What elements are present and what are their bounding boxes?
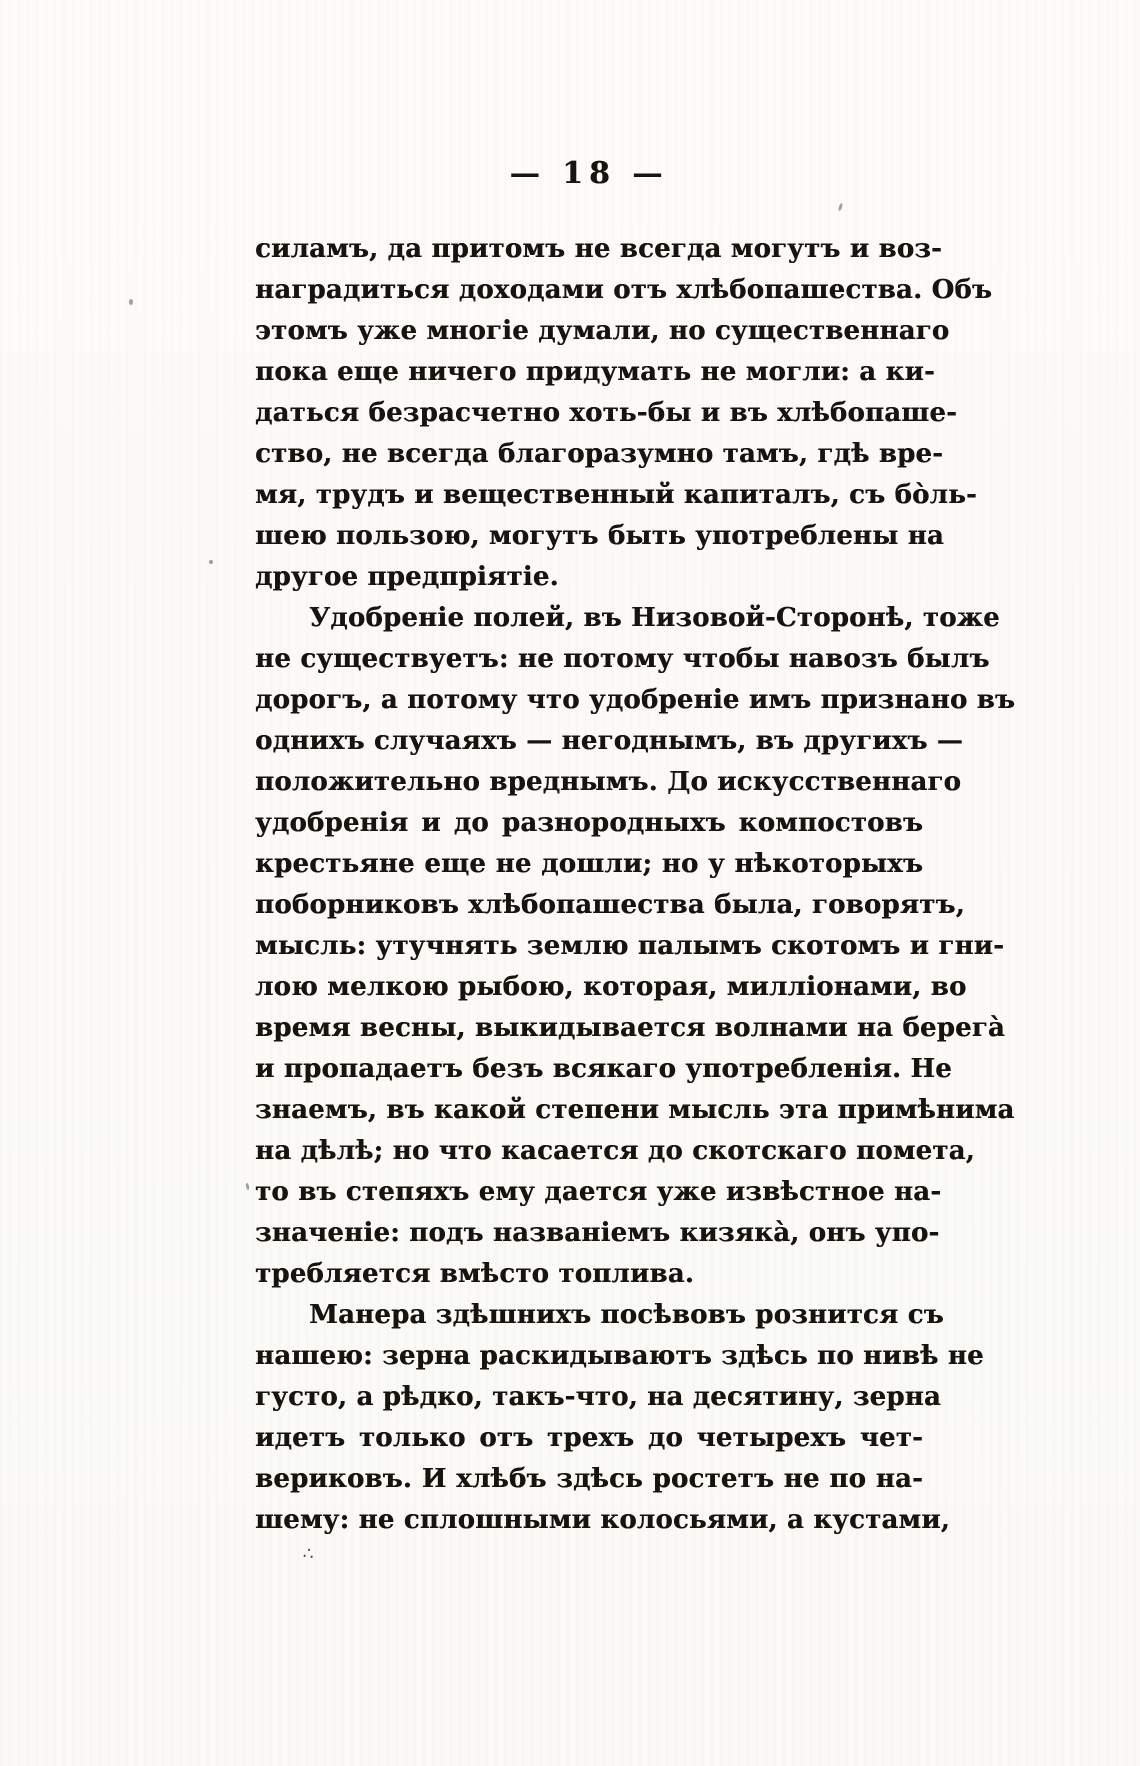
text-line: поборниковъ хлѣбопашества была, говорятъ, <box>255 890 965 920</box>
text-line: шему: не сплошными колосьями, а кустами, <box>255 1505 950 1535</box>
text-line: силамъ, да притомъ не всегда могутъ и воз- <box>255 234 943 264</box>
text-line: требляется вмѣсто топлива. <box>255 1259 694 1289</box>
text-line: крестьяне еще не дошли; но у нѣкоторыхъ <box>255 849 923 879</box>
text-line: мысль: утучнять землю палымъ скотомъ и гни- <box>255 931 1005 961</box>
text-line: другое предпріятіе. <box>255 562 559 592</box>
text-line: мя, трудъ и вещественный капиталъ, съ бо̀ль- <box>255 480 977 510</box>
scan-speck <box>209 560 213 564</box>
text-line: на дѣлѣ; но что касается до скотскаго помета, <box>255 1136 975 1166</box>
text-line: этомъ уже многіе думали, но существеннаго <box>255 316 950 346</box>
text-line: Манера здѣшнихъ посѣвовъ рознится съ <box>309 1300 944 1330</box>
text-line: однихъ случаяхъ — негоднымъ, въ другихъ — <box>255 726 963 756</box>
text-line: наградиться доходами отъ хлѣбопашества. Объ <box>255 275 993 305</box>
page-text <box>255 229 1016 1541</box>
text-line: шею пользою, могутъ быть употреблены на <box>255 521 944 551</box>
text-line: не существуетъ: не потому чтобы навозъ былъ <box>255 644 990 674</box>
text-line: значеніе: подъ названіемъ кизяка̀, онъ упо- <box>255 1218 940 1248</box>
ink-mark: ∴ <box>301 1543 316 1565</box>
text-line: лою мелкою рыбою, которая, милліонами, во <box>255 972 967 1002</box>
text-line: идетъ только отъ трехъ до четырехъ чет- <box>255 1423 923 1453</box>
text-line: ство, не всегда благоразумно тамъ, гдѣ вре- <box>255 439 944 469</box>
text-line: густо, а рѣдко, такъ-что, на десятину, зерна <box>255 1382 941 1412</box>
text-line: положительно вреднымъ. До искусственнаго <box>255 767 962 797</box>
text-line: пока еще ничего придумать не могли: а ки- <box>255 357 935 387</box>
text-line: нашею: зерна раскидываютъ здѣсь по нивѣ не <box>255 1341 984 1371</box>
page-number: — 18 — <box>509 156 669 191</box>
text-line: дорогъ, а потому что удобреніе имъ признано въ <box>255 685 1016 715</box>
text-line: даться безрасчетно хоть-бы и въ хлѣбопаше- <box>255 398 958 428</box>
text-line: удобренія и до разнородныхъ компостовъ <box>255 808 923 838</box>
text-line: вериковъ. И хлѣбъ здѣсь ростетъ не по на- <box>255 1464 923 1494</box>
text-line: время весны, выкидывается волнами на берега̀ <box>255 1013 1005 1043</box>
scan-speck <box>245 1183 249 1190</box>
scan-speck <box>838 203 843 212</box>
text-line: знаемъ, въ какой степени мысль эта примѣнима <box>255 1095 1015 1125</box>
text-line: то въ степяхъ ему дается уже извѣстное на- <box>255 1177 942 1207</box>
text-line: Удобреніе полей, въ Низовой-Сторонѣ, тоже <box>309 603 1000 633</box>
text-line: и пропадаетъ безъ всякаго употребленія. Не <box>255 1054 952 1084</box>
scan-speck <box>129 299 133 305</box>
